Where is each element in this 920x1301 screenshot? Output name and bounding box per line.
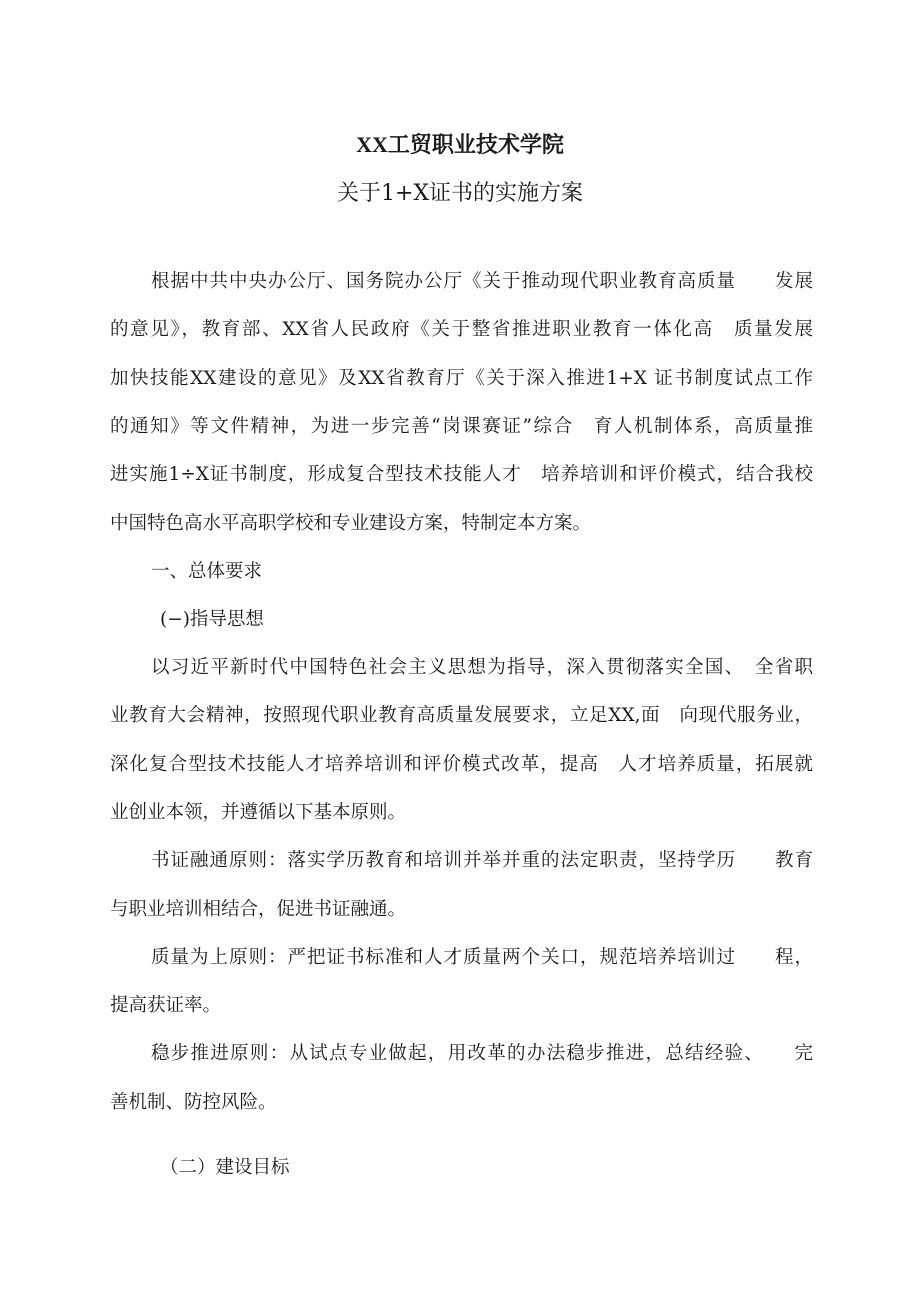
guiding-line: 以习近平新时代中国特色社会主义思想为指导，深入贯彻落实全国、 全省职 [151, 657, 813, 678]
intro-line: 进实施1÷X证书制度，形成复合型技术技能人才 培养培训和评价模式，结合我校 [110, 464, 813, 485]
principle-line: 与职业培训相结合，促进书证融通。 [110, 899, 407, 920]
intro-line: 的意见》，教育部、XX省人民政府《关于整省推进职业教育一体化高 质量发展 [110, 319, 813, 340]
guiding-line: 业创业本领，并遵循以下基本原则。 [110, 802, 407, 823]
document-title-school [0, 128, 920, 159]
guiding-line: 业教育大会精神，按照现代职业教育高质量发展要求，立足XX,面 向现代服务业， [110, 705, 813, 726]
principle-line: 提高获证率。 [110, 995, 222, 1016]
principle-line: 稳步推进原则：从试点专业做起，用改革的办法稳步推进，总结经验、 完 [151, 1043, 813, 1064]
document-title-plan [0, 176, 920, 207]
intro-line: 中国特色高水平高职学校和专业建设方案，特制定本方案。 [110, 513, 592, 534]
intro-line: 的通知》等文件精神，为进一步完善“岗课赛证”综合 育人机制体系，高质量推 [110, 416, 813, 437]
document-title-school-text: XX工贸职业技术学院 [356, 132, 564, 157]
section-heading-general-requirements: 一、总体要求 [151, 561, 263, 582]
principle-line: 质量为上原则：严把证书标准和人才质量两个关口，规范培养培训过 程， [151, 947, 813, 968]
subsection-heading-guiding-ideology: (−)指导思想 [160, 609, 264, 630]
subsection-heading-construction-goals: （二）建设目标 [160, 1157, 290, 1178]
intro-line: 加快技能XX建设的意见》及XX省教育厅《关于深入推进1+X 证书制度试点工作 [110, 368, 813, 389]
principle-line: 书证融通原则：落实学历教育和培训并举并重的法定职责，坚持学历 教育 [151, 850, 813, 871]
document-title-plan-text: 关于1+X证书的实施方案 [336, 181, 584, 206]
principle-line: 善机制、防控风险。 [110, 1092, 277, 1113]
intro-line: 根据中共中央办公厅、国务院办公厅《关于推动现代职业教育高质量 发展 [151, 271, 813, 292]
guiding-line: 深化复合型技术技能人才培养培训和评价模式改革，提高 人才培养质量，拓展就 [110, 754, 813, 775]
